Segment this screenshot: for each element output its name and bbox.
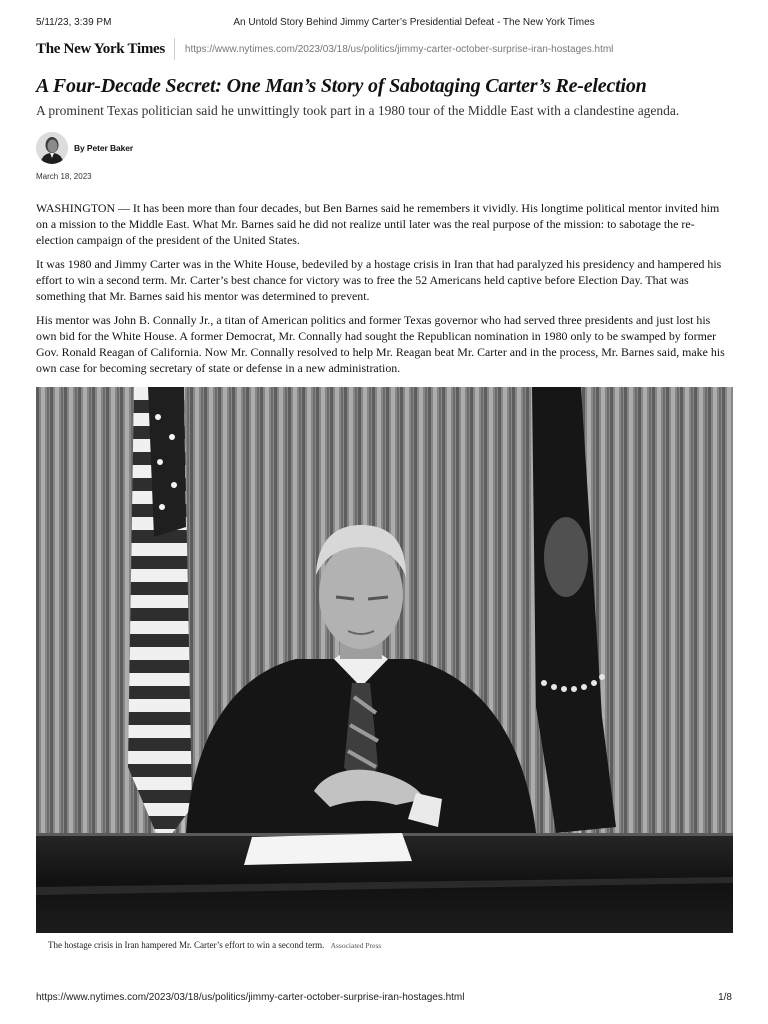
article-summary: A prominent Texas politician said he unwittingly took part in a 1980 tour of the Middle East with a clandestine agenda. — [36, 103, 680, 118]
publish-date: March 18, 2023 — [36, 172, 92, 181]
article-paragraph: WASHINGTON — It has been more than four decades, but Ben Barnes said he remembers it vividly. His longtime political mentor invited him on a mission to the Middle East. What Mr. Barnes said he did not realize until later was the real purpose of the mission: to sabotage the re-election campaign of the president of the United States. — [36, 201, 720, 247]
print-timestamp: 5/11/23, 3:39 PM — [36, 17, 112, 28]
author-portrait-icon — [36, 132, 68, 164]
article-url[interactable]: https://www.nytimes.com/2023/03/18/us/politics/jimmy-carter-october-surprise-iran-hostages.html — [184, 43, 614, 55]
carter-address-photo — [36, 387, 733, 933]
article-paragraph: His mentor was John B. Connally Jr., a titan of American politics and former Texas governor who had served three presidents and just lost his own bid for the White House. A former Democrat, Mr. Connally had sought the Republican nomination in 1980 only to be swamped by former Gov. Ronald Reagan of California. Now Mr. Connally resolved to help Mr. Reagan beat Mr. Carter and in the process, Mr. Barnes said, make his own case for becoming secretary of state or defense in a new administration. — [36, 313, 725, 375]
article-body — [36, 200, 732, 384]
print-header — [36, 17, 732, 31]
photo-credit: Associated Press — [330, 941, 382, 950]
byline — [36, 131, 133, 165]
article-paragraph: It was 1980 and Jimmy Carter was in the White House, bedeviled by a hostage crisis in Iran that had paralyzed his presidency and hampered his effort to win a second term. Mr. Carter’s best chance for victory was to free the 52 Americans held captive before Election Day. That was something that Mr. Barnes said his mentor was determined to prevent. — [36, 257, 722, 303]
nyt-logo[interactable]: The New York Times — [36, 40, 165, 57]
caption-text: The hostage crisis in Iran hampered Mr. Carter’s effort to win a second term. — [48, 940, 325, 950]
photo-caption — [48, 940, 732, 950]
article-headline: A Four-Decade Secret: One Man’s Story of Sabotaging Carter’s Re-election — [36, 75, 647, 97]
page-number: 1/8 — [718, 992, 732, 1003]
author-name[interactable]: By Peter Baker — [74, 143, 134, 153]
print-page-title: An Untold Story Behind Jimmy Carter’s Presidential Defeat - The New York Times — [233, 17, 595, 28]
footer-url: https://www.nytimes.com/2023/03/18/us/politics/jimmy-carter-october-surprise-iran-hostages.html — [36, 992, 465, 1003]
masthead — [36, 37, 732, 61]
masthead-divider — [174, 38, 175, 60]
print-footer — [36, 992, 732, 1006]
author-avatar[interactable] — [36, 132, 68, 164]
article-photo — [36, 387, 733, 933]
